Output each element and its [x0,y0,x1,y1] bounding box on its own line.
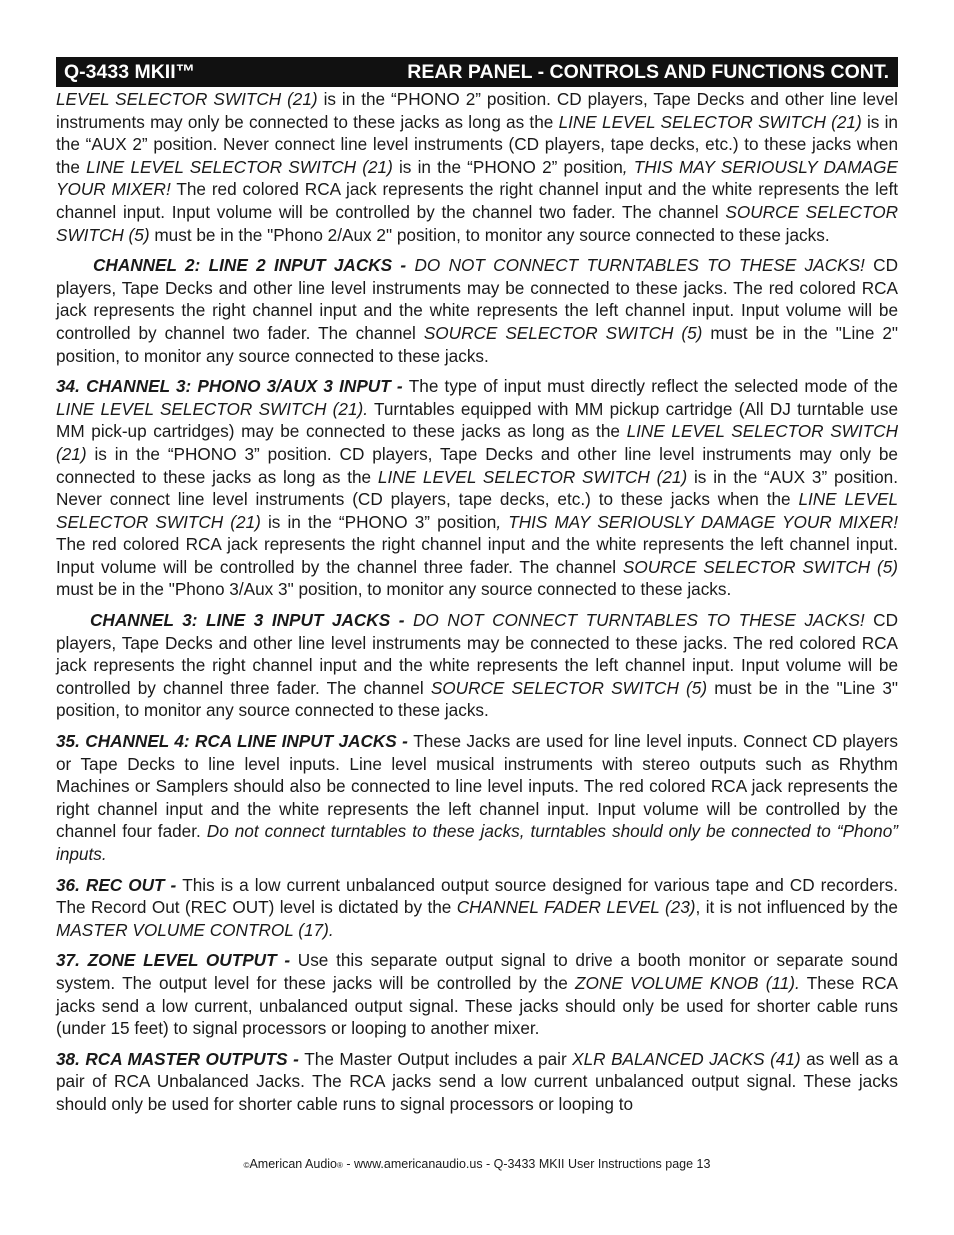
emphasis-text: LINE LEVEL SELECTOR SWITCH (21). [56,398,368,419]
emphasis-text: XLR BALANCED JACKS (41) [572,1048,801,1069]
emphasis-text: SOURCE SELECTOR SWITCH (5) [423,322,703,343]
emphasis-text: LINE LEVEL SELECTOR SWITCH (21) [56,489,898,532]
paragraph-37-zone-output [56,949,898,1039]
emphasis-text: , THIS MAY SERIOUSLY DAMAGE YOUR MIXER! [56,156,899,200]
body-text-span: CD players, Tape Decks and other line level instruments may be connected to these jacks. The red colored RCA jack represents the right channel input and the white represents the left channel input. Input volume will be controlled by channel three fader. The channel [56,610,898,698]
emphasis-text: LINE LEVEL SELECTOR SWITCH (21) [86,156,393,177]
emphasis-text: LINE LEVEL SELECTOR SWITCH (21) [377,466,688,487]
emphasis-text: SOURCE SELECTOR SWITCH (5) [622,556,898,577]
page-footer [0,1156,954,1174]
emphasis-text: ZONE VOLUME KNOB (11). [575,972,800,993]
section-title: REAR PANEL - CONTROLS AND FUNCTIONS CONT. [407,61,889,83]
body-text-span: CD players, Tape Decks and other line level instruments may be connected to these jacks. The red colored RCA jack represents the right channel input and the white represents the left channel input. Input volume will be controlled by channel two fader. The channel [56,255,898,343]
emphasis-text: SOURCE SELECTOR SWITCH (5) [56,201,898,245]
body-text-span: The red colored RCA jack represents the right channel input and the white represents the left channel input. Input volume will be controlled by the channel two fader. The channel [56,179,898,222]
body-text-span: These RCA jacks send a low current, unbalanced output signal. These jacks should only be used for shorter cable runs (under 15 feet) to signal processors or looping to another mixer. [56,972,898,1039]
item-heading: 38. RCA MASTER OUTPUTS - [56,1048,305,1069]
emphasis-text: LINE LEVEL SELECTOR SWITCH (21) [56,421,898,464]
paragraph-phono2-continued [56,88,898,246]
model-name: Q-3433 MKII™ [64,61,196,83]
emphasis-text: DO NOT CONNECT TURNTABLES TO THESE JACKS! [412,610,865,631]
emphasis-text: , THIS MAY SERIOUSLY DAMAGE YOUR MIXER! [496,511,898,532]
body-text-span: These Jacks are used for line level inputs. Connect CD players or Tape Decks to line level inputs. Line level musical instruments with stereo outputs such as Rhythm Machines or Samplers should also be connected to line level inputs. The red colored RCA jack represents the right channel input and the white represents the left channel input. Input volume will be controlled by the channel four fader. [56,731,898,842]
body-text-span: The red colored RCA jack represents the right channel input and the white represents the left channel input. Input volume will be controlled by the channel three fader. The channel [56,534,898,577]
item-heading: CHANNEL 2: LINE 2 INPUT JACKS - [93,255,415,276]
item-heading: 34. CHANNEL 3: PHONO 3/AUX 3 INPUT - [56,376,409,397]
emphasis-text: SOURCE SELECTOR SWITCH (5) [430,677,708,698]
body-text-span: , it is not influenced by the [695,897,898,918]
body-text-span: The Master Output includes a pair [304,1048,573,1069]
emphasis-text: MASTER VOLUME CONTROL (17). [56,919,334,940]
item-heading: 37. ZONE LEVEL OUTPUT - [56,950,298,971]
body-text-span: is in the “PHONO 3” position. CD players, Tape Decks and other line level instruments may only be connected to these jacks as long as the [56,443,898,487]
body-text-span: is in the “AUX 2” position. Never connect line level instruments (CD players, tape decks, etc.) to these jacks when the [56,111,898,177]
item-heading: 35. CHANNEL 4: RCA LINE INPUT JACKS - [56,731,414,752]
emphasis-text: LINE LEVEL SELECTOR SWITCH (21) [558,111,862,132]
body-text-span: as well as a pair of RCA Unbalanced Jacks. The RCA jacks send a low current unbalanced output signal. These jacks should only be used for shorter cable runs to signal processors or looping to [56,1048,899,1114]
body-text-span: is in the “AUX 3” position. Never connect line level instruments (CD players, tape decks, etc.) to these jacks when the [56,466,898,510]
body-text-span: is in the “PHONO 2” position. CD players, Tape Decks and other line level instruments may only be connected to these jacks as long as the [56,89,898,132]
paragraph-channel2-line2 [56,254,898,367]
body-text-span: This is a low current unbalanced output source designed for various tape and CD recorders. The Record Out (REC OUT) level is dictated by the [56,874,898,918]
registered-symbol: ® [337,1161,343,1170]
body-text-span: Turntables equipped with MM pickup cartridge (All DJ turntable use MM pick-up cartridges) may be connected to these jacks as long as the [56,398,898,442]
paragraph-34-channel3-phono3 [56,375,898,601]
item-heading: 36. REC OUT - [56,874,183,895]
paragraph-channel3-line3 [56,609,898,722]
paragraph-36-rec-out [56,874,898,942]
item-heading: CHANNEL 3: LINE 3 INPUT JACKS - [90,610,413,631]
section-header-bar [56,57,898,87]
emphasis-text: LEVEL SELECTOR SWITCH (21) [56,89,318,109]
body-text-span: must be in the "Line 3" position, to monitor any source connected to these jacks. [56,677,899,721]
body-text-span: Use this separate output signal to drive a booth monitor or separate sound system. The output level for these jacks will be controlled by the [56,950,898,993]
emphasis-text: CHANNEL FADER LEVEL (23) [456,897,696,918]
footer-brand: American Audio [249,1157,338,1171]
footer-text: - www.americanaudio.us - Q-3433 MKII User Instructions page 13 [342,1157,711,1171]
body-text-span: must be in the "Phono 2/Aux 2" position, to monitor any source connected to these jacks. [149,224,830,245]
body-text-span: must be in the "Line 2" position, to monitor any source connected to these jacks. [56,322,899,366]
paragraph-35-channel4-rca [56,730,898,866]
body-text-span: is in the “PHONO 3” position [260,511,497,532]
body-text-span: The type of input must directly reflect the selected mode of the [408,376,898,397]
body-text-span: must be in the "Phono 3/Aux 3" position, to monitor any source connected to these jacks. [56,579,732,600]
body-text-span: is in the “PHONO 2” position [392,156,623,177]
emphasis-text: Do not connect turntables to these jacks, turntables should only be connected to “Phono” inputs. [56,821,898,864]
paragraph-38-rca-master [56,1048,898,1116]
body-text [56,88,898,1124]
copyright-symbol: © [243,1161,250,1170]
emphasis-text: DO NOT CONNECT TURNTABLES TO THESE JACKS! [414,255,865,276]
